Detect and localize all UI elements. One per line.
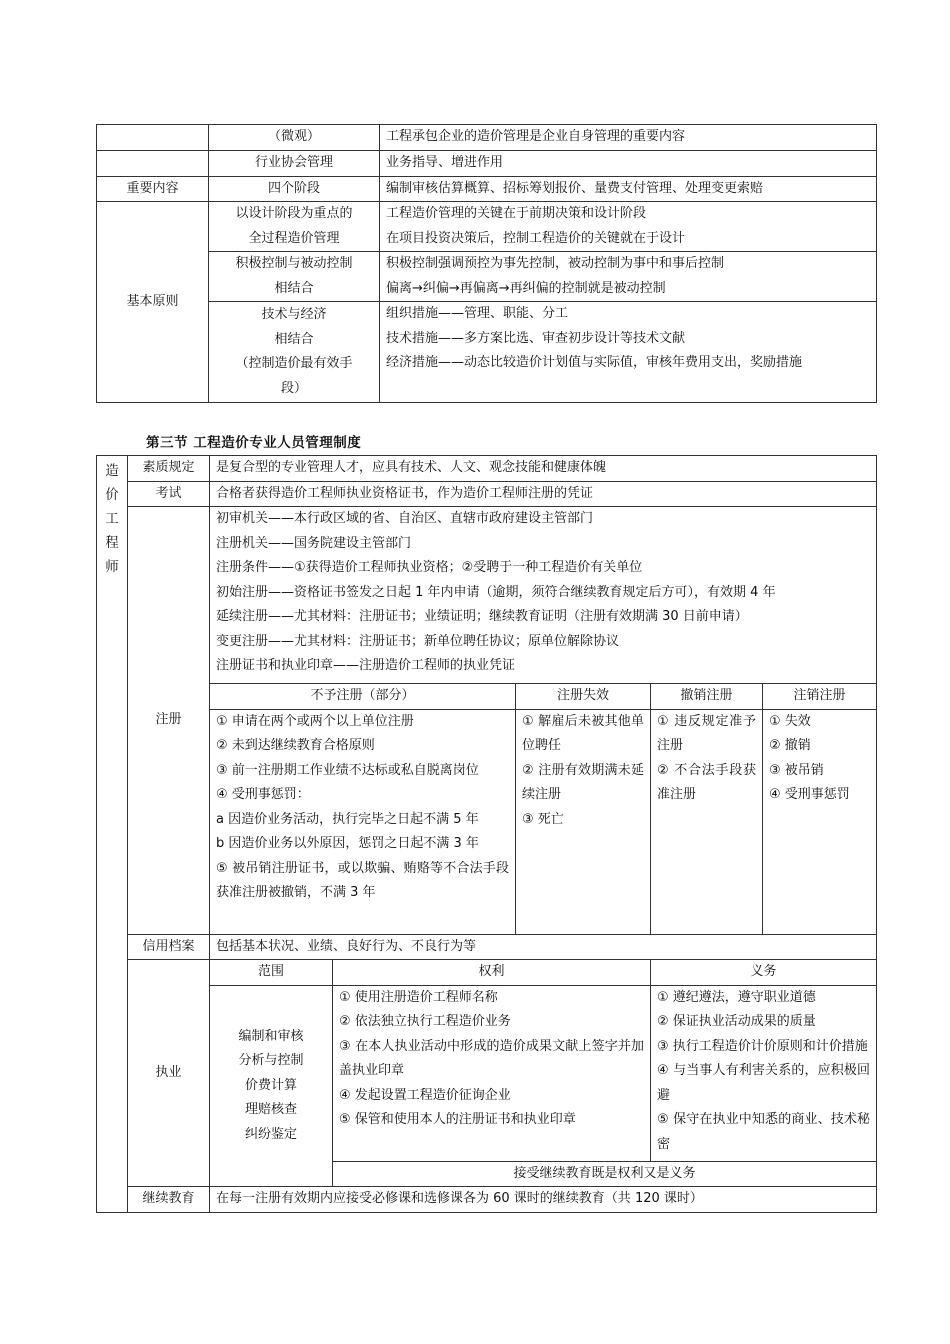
important-content-label: 重要内容 [97, 176, 209, 202]
four-stages-label: 四个阶段 [209, 176, 380, 202]
revoked-list: ① 违反规定准予注册 ② 不合法手段获准注册 [651, 709, 763, 934]
rights-list: ① 使用注册造价工程师名称 ② 依法独立执行工程造价业务 ③ 在本人执业活动中形成的造价成果文献上签字并加盖执业印章 ④ 发起设置工程造价征询企业 ⑤ 保管和使用本人的注册证书和执业印章 [333, 985, 651, 1161]
principles-table [96, 124, 877, 403]
rights-and-duties-note: 接受继续教育既是权利又是义务 [333, 1161, 877, 1187]
cancelled-list: ① 失效 ② 撤销 ③ 被吊销 ④ 受刑事惩罚 [763, 709, 877, 934]
principle-tech-econ-text: 组织措施——管理、职能、分工 技术措施——多方案比选、审查初步设计等技术文献 经济措施——动态比较造价计划值与实际值，审核年费用支出，奖励措施 [380, 302, 877, 403]
row-association-label: 行业协会管理 [209, 151, 380, 177]
four-stages-text: 编制审核估算概算、招标筹划报价、量费支付管理、处理变更索赔 [380, 176, 877, 202]
principle-design-stage-text: 工程造价管理的关键在于前期决策和设计阶段 在项目投资决策后，控制工程造价的关键就在于设计 [380, 202, 877, 252]
registration-info: 初审机关——本行政区域的省、自治区、直辖市政府建设主管部门 注册机关——国务院建设主管部门 注册条件——①获得造价工程师执业资格；②受聘于一种工程造价有关单位 初始注册——资格证书签发之日起 1 年内申请（逾期，须符合继续教育规定后方可），有效期 4 年 延续注册——尤其材料：注册证书；业绩证明；继续教育证明（注册有效期满 30 日前申请） 变更注册——尤其材料：注册证书；新单位聘任协议；原单位解除协议 注册证书和执业印章——注册造价工程师的执业凭证 [210, 507, 877, 684]
quality-label: 素质规定 [128, 456, 210, 482]
not-granted-header: 不予注册（部分） [210, 684, 516, 710]
practice-label: 执业 [128, 960, 210, 1187]
credit-text: 包括基本状况、业绩、良好行为、不良行为等 [210, 934, 877, 960]
rights-header: 权利 [333, 960, 651, 986]
education-text: 在每一注册有效期内应接受必修课和选修课各为 60 课时的继续教育（共 120 课时） [210, 1187, 877, 1213]
exam-label: 考试 [128, 481, 210, 507]
empty-cell [97, 125, 209, 151]
principle-tech-econ: 技术与经济 相结合 （控制造价最有效手 段） [209, 302, 380, 403]
empty-cell [97, 151, 209, 177]
principles-label: 基本原则 [97, 202, 209, 403]
principle-active-passive-text: 积极控制强调预控为事先控制，被动控制为事中和事后控制 偏离→纠偏→再偏离→再纠偏的控制就是被动控制 [380, 252, 877, 302]
scope-list: 编制和审核 分析与控制 价费计算 理赔核查 纠纷鉴定 [210, 985, 333, 1187]
cost-engineer-table [96, 455, 877, 1213]
section-heading: 第三节 工程造价专业人员管理制度 [146, 435, 362, 451]
cost-engineer-side-label: 造 价 工 程 师 [97, 456, 128, 1213]
exam-text: 合格者获得造价工程师执业资格证书，作为造价工程师注册的凭证 [210, 481, 877, 507]
principle-active-passive: 积极控制与被动控制 相结合 [209, 252, 380, 302]
scope-header: 范围 [210, 960, 333, 986]
education-label: 继续教育 [128, 1187, 210, 1213]
registration-label: 注册 [128, 507, 210, 935]
principle-design-stage: 以设计阶段为重点的 全过程造价管理 [209, 202, 380, 252]
invalid-header: 注册失效 [516, 684, 651, 710]
quality-text: 是复合型的专业管理人才，应具有技术、人文、观念技能和健康体魄 [210, 456, 877, 482]
row-association-text: 业务指导、增进作用 [380, 151, 877, 177]
credit-label: 信用档案 [128, 934, 210, 960]
duties-list: ① 遵纪遵法，遵守职业道德 ② 保证执业活动成果的质量 ③ 执行工程造价计价原则和计价措施 ④ 与当事人有利害关系的，应积极回避 ⑤ 保守在执业中知悉的商业、技术秘密 [651, 985, 877, 1161]
cancelled-header: 注销注册 [763, 684, 877, 710]
revoked-header: 撤销注册 [651, 684, 763, 710]
duties-header: 义务 [651, 960, 877, 986]
invalid-list: ① 解雇后未被其他单位聘任 ② 注册有效期满未延续注册 ③ 死亡 [516, 709, 651, 934]
row-micro-text: 工程承包企业的造价管理是企业自身管理的重要内容 [380, 125, 877, 151]
not-granted-list: ① 申请在两个或两个以上单位注册 ② 未到达继续教育合格原则 ③ 前一注册期工作业绩不达标或私自脱离岗位 ④ 受刑事惩罚： a 因造价业务活动，执行完毕之日起不满 5 年 b 因造价业务以外原因，惩罚之日起不满 3 年 ⑤ 被吊销注册证书，或以欺骗、贿赂等不合法手段获准注册被撤销，不满 3 年 [210, 709, 516, 934]
row-micro-label: （微观） [209, 125, 380, 151]
